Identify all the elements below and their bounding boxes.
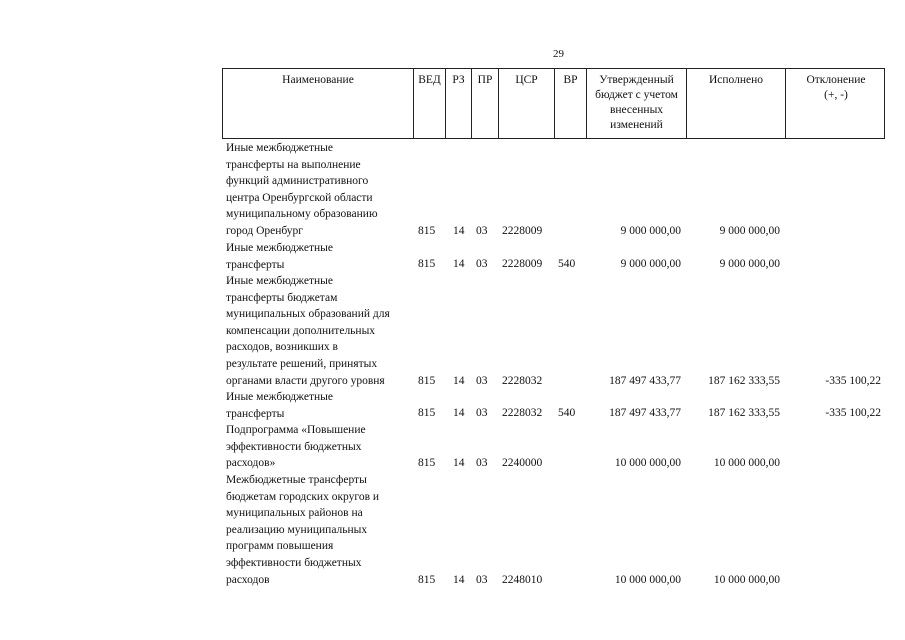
row-csr: 2228009 bbox=[502, 258, 543, 270]
row-name: Иные межбюджетные трансферты бюджетам муниципальных образований для компенсации дополнительных расходов, возникших в результате решений, принятых органами власти другого уровня bbox=[226, 275, 390, 387]
row-csr: 2228032 bbox=[502, 375, 543, 387]
row-ved: 815 bbox=[418, 574, 436, 586]
row-executed: 10 000 000,00 bbox=[713, 574, 780, 586]
row-pr: 03 bbox=[476, 407, 488, 419]
row-csr: 2248010 bbox=[502, 574, 543, 586]
page-number: 29 bbox=[553, 48, 564, 60]
row-rz: 14 bbox=[453, 258, 465, 270]
table-header bbox=[222, 68, 885, 139]
row-budget: 9 000 000,00 bbox=[620, 225, 681, 237]
row-deviation: -335 100,22 bbox=[825, 375, 881, 387]
header-vr: ВР bbox=[554, 69, 586, 138]
row-executed: 10 000 000,00 bbox=[713, 457, 780, 469]
row-rz: 14 bbox=[453, 574, 465, 586]
header-executed: Исполнено bbox=[686, 69, 785, 138]
row-rz: 14 bbox=[453, 225, 465, 237]
row-executed: 187 162 333,55 bbox=[708, 375, 780, 387]
row-budget: 9 000 000,00 bbox=[620, 258, 681, 270]
row-name: Иные межбюджетные трансферты bbox=[226, 391, 333, 420]
header-budget: Утвержденный бюджет с учетом внесенных изменений bbox=[586, 69, 686, 138]
row-rz: 14 bbox=[453, 375, 465, 387]
row-rz: 14 bbox=[453, 457, 465, 469]
header-pr: ПР bbox=[471, 69, 498, 138]
row-csr: 2240000 bbox=[502, 457, 543, 469]
header-ved: ВЕД bbox=[413, 69, 445, 138]
row-pr: 03 bbox=[476, 457, 488, 469]
row-budget: 187 497 433,77 bbox=[609, 407, 681, 419]
row-budget: 10 000 000,00 bbox=[614, 574, 681, 586]
row-budget: 10 000 000,00 bbox=[614, 457, 681, 469]
row-ved: 815 bbox=[418, 457, 436, 469]
row-name: Иные межбюджетные трансферты bbox=[226, 242, 333, 271]
row-csr: 2228032 bbox=[502, 407, 543, 419]
row-name: Иные межбюджетные трансферты на выполнение функций административного центра Оренбургской области муниципальному образованию город Оренбург bbox=[226, 142, 378, 237]
row-executed: 9 000 000,00 bbox=[719, 225, 780, 237]
row-ved: 815 bbox=[418, 407, 436, 419]
row-vr: 540 bbox=[558, 258, 576, 270]
header-rz: РЗ bbox=[445, 69, 471, 138]
row-ved: 815 bbox=[418, 375, 436, 387]
header-csr: ЦСР bbox=[498, 69, 554, 138]
header-deviation: Отклонение (+, -) bbox=[785, 69, 886, 138]
row-budget: 187 497 433,77 bbox=[609, 375, 681, 387]
row-ved: 815 bbox=[418, 225, 436, 237]
row-pr: 03 bbox=[476, 375, 488, 387]
row-executed: 187 162 333,55 bbox=[708, 407, 780, 419]
row-name: Межбюджетные трансферты бюджетам городских округов и муниципальных районов на реализацию муниципальных программ повышения эффективности бюджетных расходов bbox=[226, 474, 380, 586]
row-executed: 9 000 000,00 bbox=[719, 258, 780, 270]
row-vr: 540 bbox=[558, 407, 576, 419]
row-name: Подпрограмма «Повышение эффективности бюджетных расходов» bbox=[226, 424, 366, 470]
row-pr: 03 bbox=[476, 258, 488, 270]
row-csr: 2228009 bbox=[502, 225, 543, 237]
row-pr: 03 bbox=[476, 225, 488, 237]
row-ved: 815 bbox=[418, 258, 436, 270]
row-deviation: -335 100,22 bbox=[825, 407, 881, 419]
row-rz: 14 bbox=[453, 407, 465, 419]
row-pr: 03 bbox=[476, 574, 488, 586]
header-name: Наименование bbox=[282, 74, 354, 86]
